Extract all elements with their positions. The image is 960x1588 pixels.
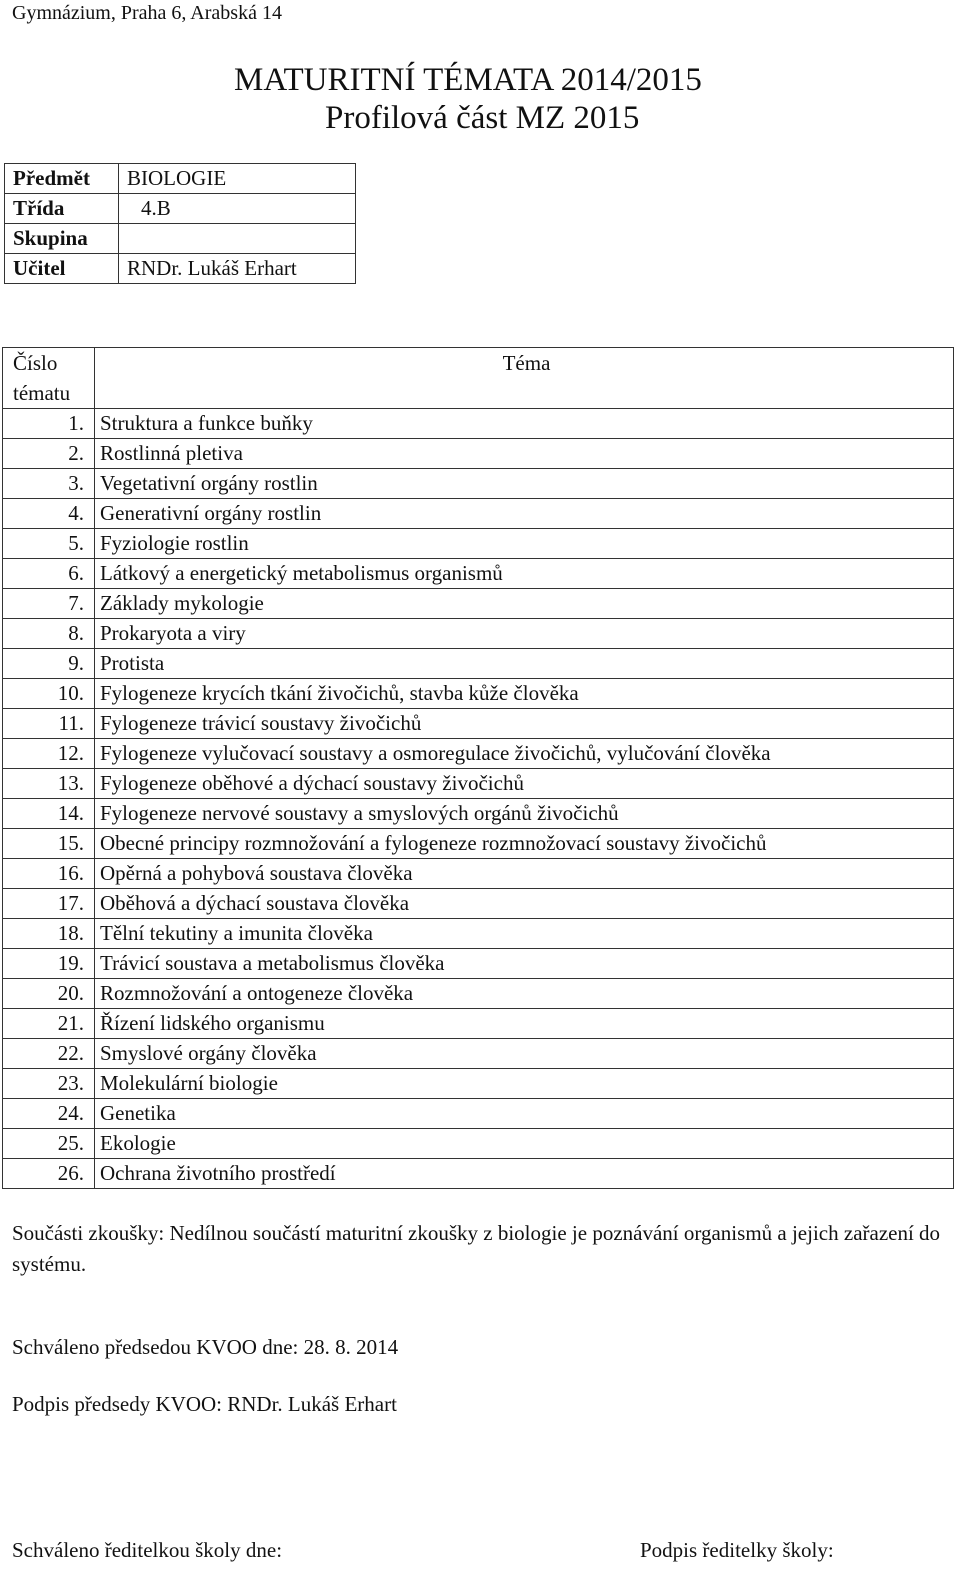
table-row [3, 799, 954, 829]
topic-number: 4. [3, 499, 95, 529]
table-row [3, 529, 954, 559]
meta-row-class [5, 194, 356, 224]
school-name: Gymnázium, Praha 6, Arabská 14 [12, 2, 282, 24]
table-row [3, 1039, 954, 1069]
table-row [3, 1009, 954, 1039]
table-row [3, 979, 954, 1009]
topic-number: 16. [3, 859, 95, 889]
topic-title: Řízení lidského organismu [95, 1009, 954, 1039]
topic-title: Protista [95, 649, 954, 679]
table-row [3, 709, 954, 739]
topic-title: Tělní tekutiny a imunita člověka [95, 919, 954, 949]
topic-title: Molekulární biologie [95, 1069, 954, 1099]
director-approval: Schváleno ředitelkou školy dne: [12, 1538, 283, 1562]
meta-row-teacher [5, 254, 356, 284]
topic-number: 20. [3, 979, 95, 1009]
topic-number: 5. [3, 529, 95, 559]
topic-number: 24. [3, 1099, 95, 1129]
topic-title: Vegetativní orgány rostlin [95, 469, 954, 499]
table-row [3, 739, 954, 769]
table-row [3, 559, 954, 589]
exam-note: Součásti zkoušky: Nedílnou součástí maturitní zkoušky z biologie je poznávání organismů a jejich zařazení do systému. [12, 1221, 941, 1276]
table-row [3, 1069, 954, 1099]
topic-number: 21. [3, 1009, 95, 1039]
table-row [3, 829, 954, 859]
meta-value: BIOLOGIE [119, 164, 356, 194]
topic-number: 3. [3, 469, 95, 499]
topic-number: 19. [3, 949, 95, 979]
table-row [3, 499, 954, 529]
table-row [3, 1159, 954, 1189]
topic-title: Rostlinná pletiva [95, 439, 954, 469]
topic-number: 14. [3, 799, 95, 829]
table-row [3, 469, 954, 499]
topic-number: 8. [3, 619, 95, 649]
table-row [3, 1099, 954, 1129]
topic-title: Rozmnožování a ontogeneze člověka [95, 979, 954, 1009]
topic-title: Generativní orgány rostlin [95, 499, 954, 529]
meta-label: Předmět [5, 164, 119, 194]
topic-number: 25. [3, 1129, 95, 1159]
meta-value: 4.B [119, 194, 356, 224]
topic-title: Opěrná a pohybová soustava člověka [95, 859, 954, 889]
topic-title: Fylogeneze vylučovací soustavy a osmoregulace živočichů, vylučování člověka [95, 739, 954, 769]
topics-table [2, 347, 954, 1189]
table-row [3, 589, 954, 619]
topic-title: Fyziologie rostlin [95, 529, 954, 559]
column-header-topic: Téma [95, 348, 954, 409]
table-row [3, 1129, 954, 1159]
topic-number: 6. [3, 559, 95, 589]
document-title: MATURITNÍ TÉMATA 2014/2015 [234, 62, 702, 98]
table-row [3, 949, 954, 979]
topic-title: Fylogeneze oběhové a dýchací soustavy živočichů [95, 769, 954, 799]
topic-number: 9. [3, 649, 95, 679]
topic-number: 18. [3, 919, 95, 949]
table-row [3, 889, 954, 919]
director-signature: Podpis ředitelky školy: [640, 1538, 834, 1562]
table-row [3, 769, 954, 799]
chair-signature: Podpis předsedy KVOO: RNDr. Lukáš Erhart [12, 1392, 397, 1416]
table-row [3, 649, 954, 679]
topic-title: Látkový a energetický metabolismus organismů [95, 559, 954, 589]
topic-number: 13. [3, 769, 95, 799]
meta-row-subject [5, 164, 356, 194]
topic-title: Oběhová a dýchací soustava člověka [95, 889, 954, 919]
topic-title: Trávicí soustava a metabolismus člověka [95, 949, 954, 979]
topic-title: Prokaryota a viry [95, 619, 954, 649]
meta-row-group [5, 224, 356, 254]
topic-title: Genetika [95, 1099, 954, 1129]
table-row [3, 409, 954, 439]
topic-title: Základy mykologie [95, 589, 954, 619]
subject-info-table [4, 163, 356, 284]
topic-title: Smyslové orgány člověka [95, 1039, 954, 1069]
topic-title: Struktura a funkce buňky [95, 409, 954, 439]
table-row [3, 919, 954, 949]
meta-value: RNDr. Lukáš Erhart [119, 254, 356, 284]
topic-number: 7. [3, 589, 95, 619]
topic-title: Ochrana životního prostředí [95, 1159, 954, 1189]
topic-number: 15. [3, 829, 95, 859]
topic-title: Ekologie [95, 1129, 954, 1159]
topic-number: 2. [3, 439, 95, 469]
topic-number: 11. [3, 709, 95, 739]
meta-label: Skupina [5, 224, 119, 254]
table-row [3, 859, 954, 889]
table-row [3, 619, 954, 649]
topic-title: Fylogeneze krycích tkání živočichů, stavba kůže člověka [95, 679, 954, 709]
topics-header-row [3, 348, 954, 409]
document-subtitle: Profilová část MZ 2015 [325, 100, 640, 136]
topic-number: 23. [3, 1069, 95, 1099]
topic-title: Fylogeneze nervové soustavy a smyslových orgánů živočichů [95, 799, 954, 829]
topic-number: 10. [3, 679, 95, 709]
meta-label: Třída [5, 194, 119, 224]
table-row [3, 439, 954, 469]
topic-number: 26. [3, 1159, 95, 1189]
table-row [3, 679, 954, 709]
topic-number: 1. [3, 409, 95, 439]
topic-number: 17. [3, 889, 95, 919]
meta-label: Učitel [5, 254, 119, 284]
topic-number: 22. [3, 1039, 95, 1069]
topic-number: 12. [3, 739, 95, 769]
approval-date: Schváleno předsedou KVOO dne: 28. 8. 2014 [12, 1335, 399, 1359]
topic-title: Obecné principy rozmnožování a fylogeneze rozmnožovací soustavy živočichů [95, 829, 954, 859]
meta-value [119, 224, 356, 254]
topic-title: Fylogeneze trávicí soustavy živočichů [95, 709, 954, 739]
column-header-number: Číslo tématu [3, 348, 95, 409]
